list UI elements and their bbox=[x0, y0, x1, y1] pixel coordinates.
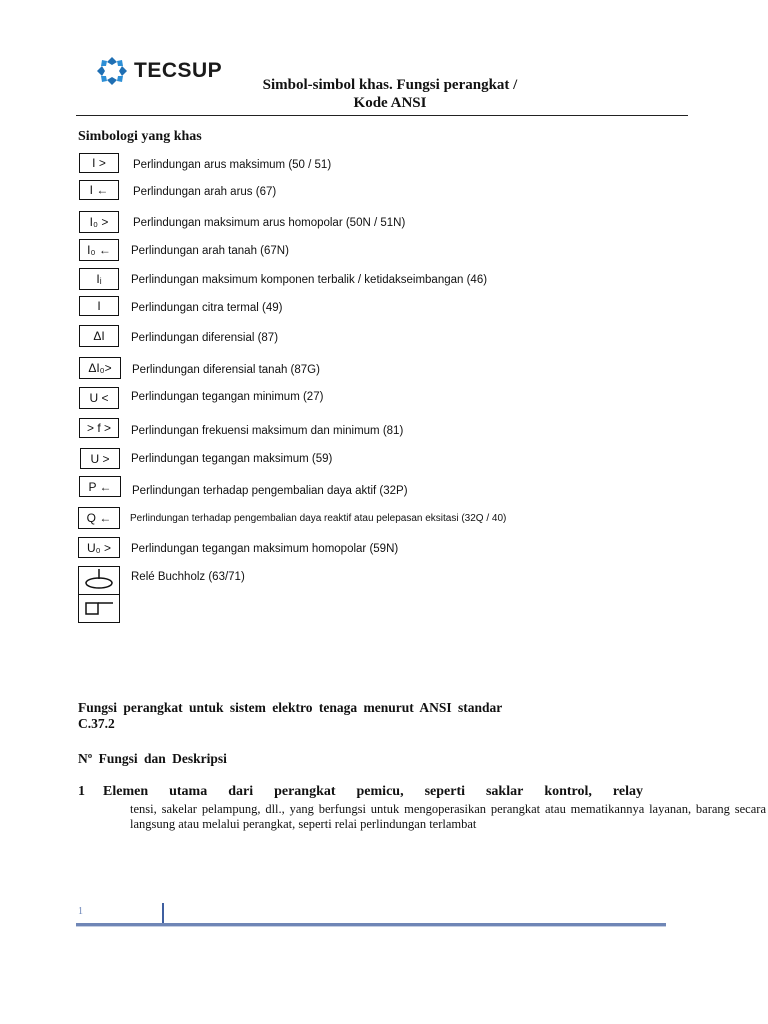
item-heading-word: seperti bbox=[424, 784, 465, 799]
item-heading-word: kontrol, bbox=[544, 784, 592, 799]
section-heading: Simbologi yang khas bbox=[78, 129, 202, 144]
symbol-label: Perlindungan diferensial (87) bbox=[131, 332, 279, 344]
symbol-label: Perlindungan terhadap pengembalian daya aktif (32P) bbox=[132, 485, 408, 497]
item-heading-word: dari bbox=[228, 784, 254, 799]
item-heading-word: utama bbox=[169, 784, 208, 799]
page-number: 1 bbox=[78, 906, 83, 917]
symbol-box: I₀ > bbox=[79, 211, 119, 233]
symbol-box: ΔI bbox=[79, 325, 119, 347]
symbol-box: I ← bbox=[79, 180, 119, 200]
item-number: 1 bbox=[78, 784, 85, 799]
buchholz-divider bbox=[79, 594, 119, 595]
symbol-box: U < bbox=[79, 387, 119, 409]
buchholz-contact-icon bbox=[85, 600, 115, 618]
symbol-label: Perlindungan citra termal (49) bbox=[131, 302, 283, 314]
buchholz-relay-symbol bbox=[78, 566, 120, 623]
symbol-label: Perlindungan maksimum arus homopolar (50N / 51N) bbox=[133, 217, 406, 229]
symbol-box: I > bbox=[79, 153, 119, 173]
item-heading-word: pemicu, bbox=[356, 784, 404, 799]
symbol-label: Perlindungan arah tanah (67N) bbox=[131, 245, 289, 257]
item-heading-word: relay bbox=[612, 784, 643, 799]
symbol-label: Perlindungan terhadap pengembalian daya reaktif atau pelepasan eksitasi (32Q / 40) bbox=[130, 513, 507, 524]
item-heading-word: Elemen bbox=[103, 784, 149, 799]
symbol-label: Perlindungan maksimum komponen terbalik / ketidakseimbangan (46) bbox=[131, 274, 488, 286]
footer-marker bbox=[162, 903, 164, 923]
gear-icon bbox=[96, 56, 128, 86]
ansi-section-title: Fungsi perangkat untuk sistem elektro tenaga menurut ANSI standar C.37.2 bbox=[78, 700, 503, 731]
symbol-label: Perlindungan diferensial tanah (87G) bbox=[132, 364, 320, 376]
item-heading-word: perangkat bbox=[274, 784, 336, 799]
symbol-label: Perlindungan tegangan maksimum (59) bbox=[131, 453, 333, 465]
symbol-label: Perlindungan arus maksimum (50 / 51) bbox=[133, 159, 332, 171]
item-description: tensi, sakelar pelampung, dll., yang berfungsi untuk mengoperasikan perangkat atau mematikannya layanan, barang secara langsung atau melalui perangkat, seperti relai perlindungan terlambat bbox=[130, 802, 766, 831]
symbol-box: Q ← bbox=[78, 507, 120, 529]
logo-text: TECSUP bbox=[134, 59, 223, 82]
buchholz-label: Relé Buchholz (63/71) bbox=[131, 571, 245, 583]
item-heading-word: saklar bbox=[485, 784, 524, 799]
symbol-box: U > bbox=[80, 448, 120, 469]
symbol-label: Perlindungan arah arus (67) bbox=[133, 186, 277, 198]
symbol-box: I₀ ← bbox=[79, 239, 119, 261]
title-divider bbox=[76, 115, 688, 116]
symbol-box: Iᵢ bbox=[79, 268, 119, 290]
page-title-line1: Simbol-simbol khas. Fungsi perangkat / bbox=[262, 77, 518, 93]
symbol-label: Perlindungan frekuensi maksimum dan minimum (81) bbox=[131, 425, 404, 437]
symbol-box: > f > bbox=[79, 418, 119, 438]
symbol-box: I bbox=[79, 296, 119, 316]
buchholz-float-icon bbox=[83, 569, 115, 591]
symbol-box: ΔI₀> bbox=[79, 357, 121, 379]
page-title bbox=[210, 76, 570, 112]
footer-rule bbox=[76, 923, 666, 927]
ansi-subtitle: Nº Fungsi dan Deskripsi bbox=[78, 751, 227, 766]
symbol-label: Perlindungan tegangan maksimum homopolar (59N) bbox=[131, 543, 399, 555]
item-heading bbox=[103, 784, 643, 800]
symbol-box: P ← bbox=[79, 476, 121, 497]
symbol-box: U₀ > bbox=[78, 537, 120, 558]
logo bbox=[96, 56, 222, 86]
page-title-line2: Kode ANSI bbox=[353, 95, 427, 111]
symbol-label: Perlindungan tegangan minimum (27) bbox=[131, 391, 324, 403]
